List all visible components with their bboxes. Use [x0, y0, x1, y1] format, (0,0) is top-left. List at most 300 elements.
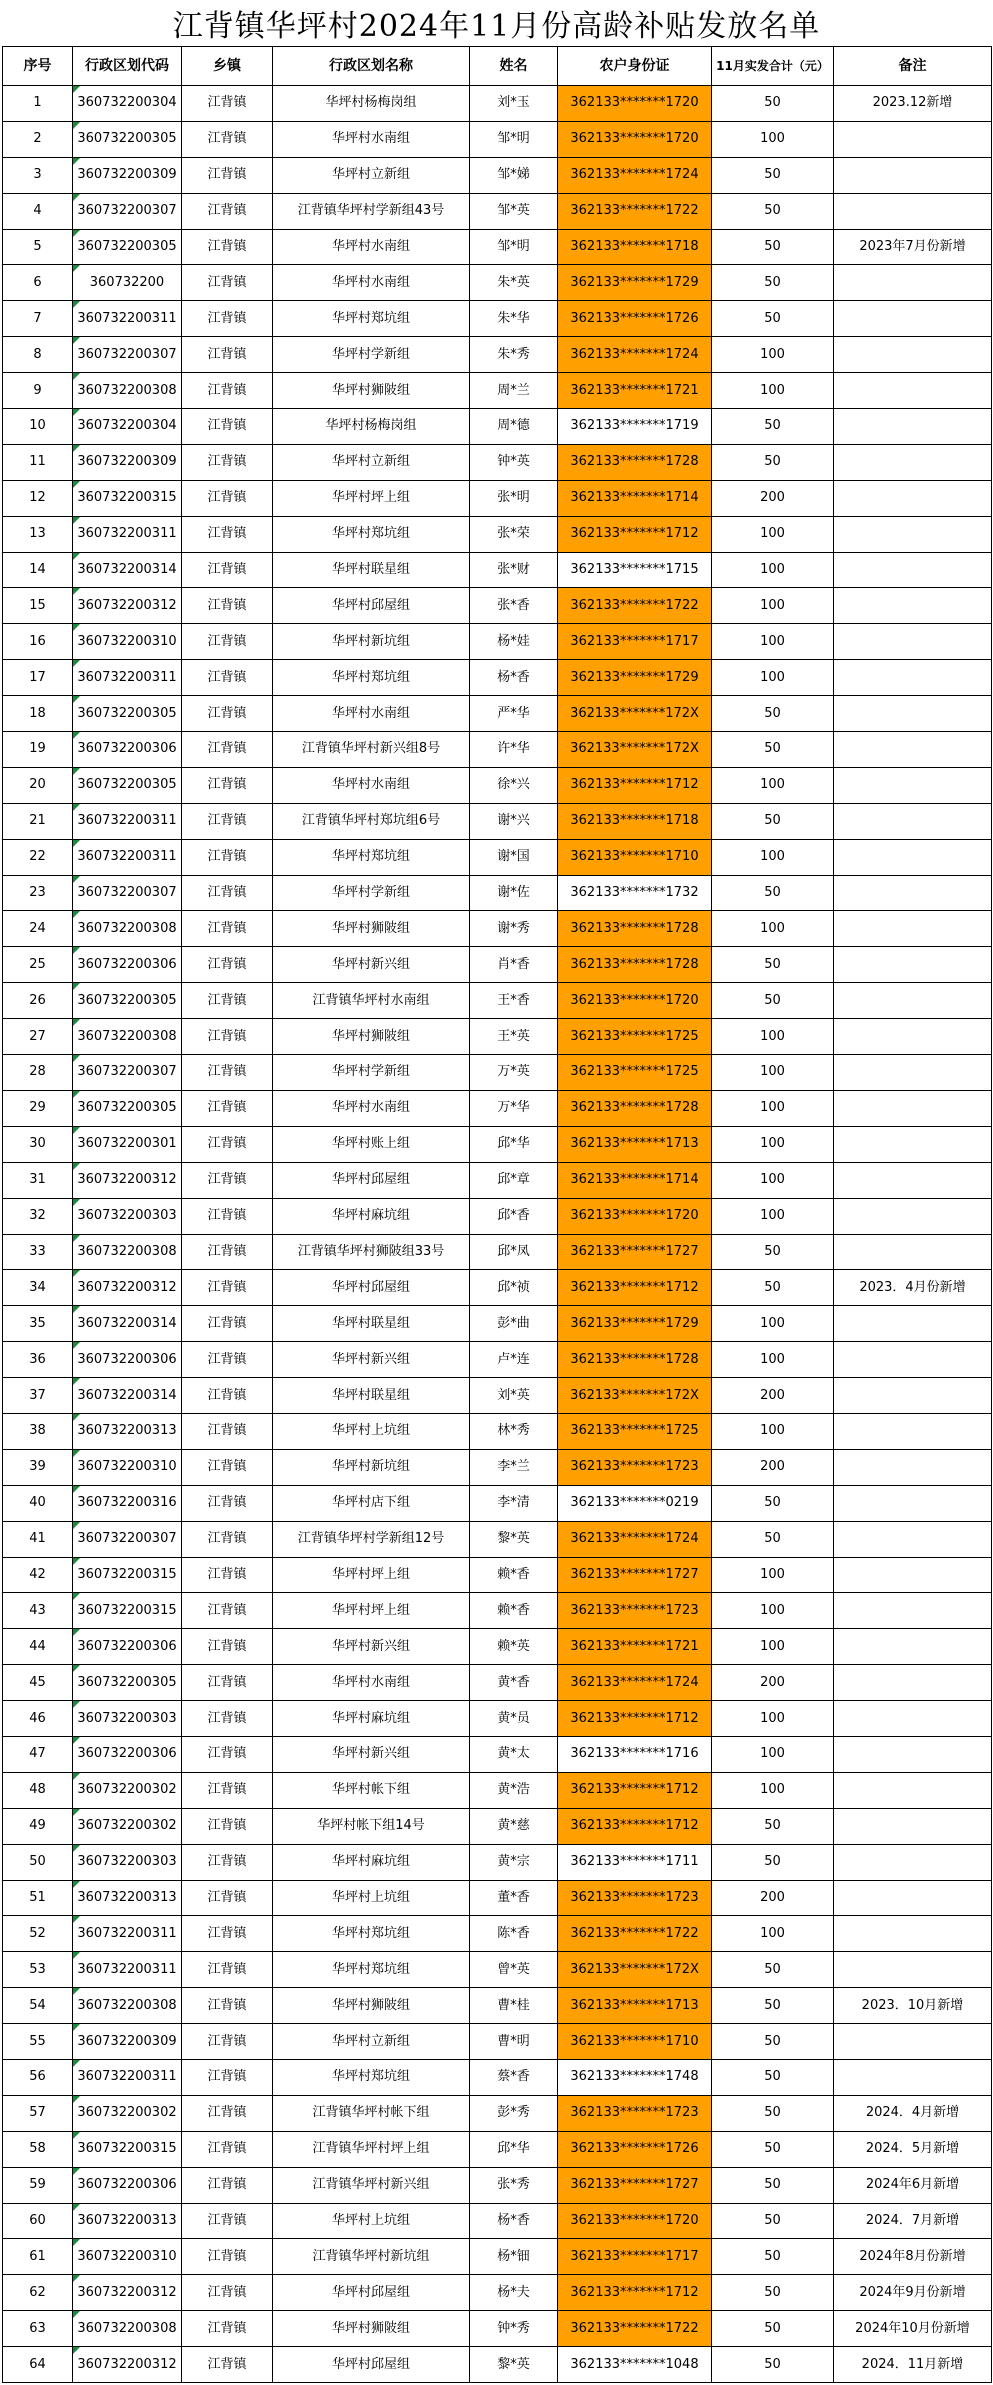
cell-town: 江背镇	[182, 1198, 273, 1234]
cell-region-code: 360732200304	[73, 409, 182, 445]
cell-id-card: 362133*******1719	[558, 409, 712, 445]
cell-note	[834, 1306, 992, 1342]
cell-amount: 100	[712, 1557, 834, 1593]
cell-region-name: 华坪村立新组	[273, 444, 470, 480]
cell-region-code: 360732200310	[73, 2239, 182, 2275]
table-row	[3, 337, 992, 373]
cell-amount: 100	[712, 660, 834, 696]
cell-id-card: 362133*******1720	[558, 2203, 712, 2239]
cell-name: 周*兰	[470, 373, 558, 409]
cell-region-code: 360732200	[73, 265, 182, 301]
cell-seq: 31	[3, 1162, 73, 1198]
cell-id-card: 362133*******1718	[558, 803, 712, 839]
table-row	[3, 516, 992, 552]
cell-region-code: 360732200312	[73, 2275, 182, 2311]
cell-name: 肖*香	[470, 947, 558, 983]
cell-seq: 62	[3, 2275, 73, 2311]
table-row	[3, 767, 992, 803]
cell-town: 江背镇	[182, 1701, 273, 1737]
cell-town: 江背镇	[182, 480, 273, 516]
cell-amount: 100	[712, 1701, 834, 1737]
cell-seq: 48	[3, 1772, 73, 1808]
cell-name: 蔡*香	[470, 2059, 558, 2095]
table-row	[3, 803, 992, 839]
cell-seq: 37	[3, 1378, 73, 1414]
cell-region-name: 华坪村水南组	[273, 1090, 470, 1126]
cell-id-card: 362133*******1712	[558, 1270, 712, 1306]
header-note: 备注	[834, 47, 992, 86]
cell-town: 江背镇	[182, 983, 273, 1019]
cell-region-code: 360732200312	[73, 1270, 182, 1306]
cell-seq: 60	[3, 2203, 73, 2239]
cell-region-name: 华坪村邱屋组	[273, 588, 470, 624]
cell-town: 江背镇	[182, 1126, 273, 1162]
table-row	[3, 1772, 992, 1808]
cell-town: 江背镇	[182, 516, 273, 552]
cell-note	[834, 516, 992, 552]
cell-amount: 100	[712, 1772, 834, 1808]
cell-amount: 50	[712, 2059, 834, 2095]
cell-town: 江背镇	[182, 2347, 273, 2383]
cell-id-card: 362133*******0219	[558, 1485, 712, 1521]
cell-seq: 2	[3, 121, 73, 157]
cell-name: 谢*兴	[470, 803, 558, 839]
cell-id-card: 362133*******1722	[558, 588, 712, 624]
page-title: 江背镇华坪村2024年11月份高龄补贴发放名单	[172, 9, 821, 44]
cell-seq: 55	[3, 2024, 73, 2060]
cell-town: 江背镇	[182, 337, 273, 373]
cell-note	[834, 480, 992, 516]
cell-name: 赖*香	[470, 1557, 558, 1593]
cell-town: 江背镇	[182, 1413, 273, 1449]
cell-amount: 100	[712, 373, 834, 409]
cell-town: 江背镇	[182, 1952, 273, 1988]
cell-seq: 42	[3, 1557, 73, 1593]
cell-region-name: 江背镇华坪村郑坑组6号	[273, 803, 470, 839]
table-row	[3, 1593, 992, 1629]
cell-seq: 44	[3, 1629, 73, 1665]
cell-name: 王*香	[470, 983, 558, 1019]
cell-town: 江背镇	[182, 1844, 273, 1880]
cell-town: 江背镇	[182, 1629, 273, 1665]
cell-name: 黎*英	[470, 1521, 558, 1557]
cell-id-card: 362133*******1729	[558, 1306, 712, 1342]
cell-id-card: 362133*******1725	[558, 1055, 712, 1091]
cell-region-name: 华坪村学新组	[273, 1055, 470, 1091]
cell-id-card: 362133*******1724	[558, 157, 712, 193]
cell-seq: 35	[3, 1306, 73, 1342]
cell-region-code: 360732200305	[73, 121, 182, 157]
cell-id-card: 362133*******172X	[558, 732, 712, 768]
cell-region-name: 华坪村联星组	[273, 1378, 470, 1414]
cell-name: 万*英	[470, 1055, 558, 1091]
cell-name: 邹*明	[470, 229, 558, 265]
cell-region-code: 360732200315	[73, 1593, 182, 1629]
cell-amount: 50	[712, 2095, 834, 2131]
cell-region-name: 华坪村邱屋组	[273, 2347, 470, 2383]
table-row	[3, 624, 992, 660]
cell-seq: 10	[3, 409, 73, 445]
cell-id-card: 362133*******1712	[558, 1772, 712, 1808]
cell-region-code: 360732200315	[73, 2131, 182, 2167]
cell-region-code: 360732200312	[73, 2347, 182, 2383]
cell-amount: 50	[712, 1485, 834, 1521]
cell-name: 万*华	[470, 1090, 558, 1126]
cell-region-code: 360732200306	[73, 2167, 182, 2203]
cell-id-card: 362133*******172X	[558, 696, 712, 732]
table-row	[3, 265, 992, 301]
cell-name: 黄*员	[470, 1701, 558, 1737]
cell-region-code: 360732200308	[73, 2311, 182, 2347]
table-row	[3, 301, 992, 337]
cell-region-code: 360732200305	[73, 1665, 182, 1701]
cell-seq: 28	[3, 1055, 73, 1091]
cell-amount: 50	[712, 2024, 834, 2060]
cell-name: 刘*英	[470, 1378, 558, 1414]
cell-id-card: 362133*******1725	[558, 1019, 712, 1055]
cell-name: 邱*华	[470, 2131, 558, 2167]
cell-amount: 100	[712, 1126, 834, 1162]
cell-region-name: 华坪村郑坑组	[273, 839, 470, 875]
cell-note: 2024年9月份新增	[834, 2275, 992, 2311]
cell-amount: 50	[712, 157, 834, 193]
cell-region-code: 360732200307	[73, 193, 182, 229]
cell-name: 李*清	[470, 1485, 558, 1521]
cell-note	[834, 373, 992, 409]
cell-note	[834, 121, 992, 157]
cell-region-name: 华坪村帐下组14号	[273, 1808, 470, 1844]
cell-amount: 200	[712, 1665, 834, 1701]
cell-note	[834, 624, 992, 660]
cell-town: 江背镇	[182, 767, 273, 803]
cell-town: 江背镇	[182, 624, 273, 660]
cell-seq: 57	[3, 2095, 73, 2131]
cell-id-card: 362133*******1720	[558, 1198, 712, 1234]
cell-note	[834, 1772, 992, 1808]
cell-id-card: 362133*******1720	[558, 121, 712, 157]
cell-region-name: 华坪村郑坑组	[273, 660, 470, 696]
cell-region-name: 江背镇华坪村学新组12号	[273, 1521, 470, 1557]
cell-region-name: 华坪村新兴组	[273, 1342, 470, 1378]
cell-seq: 29	[3, 1090, 73, 1126]
cell-region-name: 华坪村立新组	[273, 2024, 470, 2060]
cell-note	[834, 1413, 992, 1449]
table-row	[3, 732, 992, 768]
cell-town: 江背镇	[182, 1880, 273, 1916]
table-row	[3, 1270, 992, 1306]
table-row	[3, 1019, 992, 1055]
table-row	[3, 2203, 992, 2239]
cell-town: 江背镇	[182, 1521, 273, 1557]
cell-id-card: 362133*******1724	[558, 1665, 712, 1701]
table-row	[3, 2095, 992, 2131]
cell-town: 江背镇	[182, 2024, 273, 2060]
table-row	[3, 1234, 992, 1270]
table-row	[3, 1449, 992, 1485]
cell-amount: 100	[712, 911, 834, 947]
cell-id-card: 362133*******1714	[558, 1162, 712, 1198]
cell-name: 邹*娣	[470, 157, 558, 193]
table-row	[3, 1808, 992, 1844]
cell-name: 刘*玉	[470, 86, 558, 122]
cell-amount: 100	[712, 1413, 834, 1449]
cell-seq: 41	[3, 1521, 73, 1557]
table-row	[3, 1557, 992, 1593]
cell-id-card: 362133*******1710	[558, 839, 712, 875]
cell-town: 江背镇	[182, 732, 273, 768]
cell-region-code: 360732200316	[73, 1485, 182, 1521]
table-row	[3, 2131, 992, 2167]
cell-note	[834, 2059, 992, 2095]
table-row	[3, 1916, 992, 1952]
cell-note	[834, 1162, 992, 1198]
cell-note	[834, 660, 992, 696]
cell-amount: 100	[712, 588, 834, 624]
cell-amount: 50	[712, 1521, 834, 1557]
cell-region-name: 江背镇华坪村狮陂组33号	[273, 1234, 470, 1270]
cell-name: 周*德	[470, 409, 558, 445]
table-row	[3, 552, 992, 588]
cell-amount: 200	[712, 1449, 834, 1485]
table-row	[3, 157, 992, 193]
table-row	[3, 1880, 992, 1916]
cell-region-code: 360732200314	[73, 552, 182, 588]
table-row	[3, 1521, 992, 1557]
cell-region-name: 华坪村联星组	[273, 1306, 470, 1342]
cell-seq: 12	[3, 480, 73, 516]
cell-town: 江背镇	[182, 1162, 273, 1198]
cell-id-card: 362133*******1723	[558, 2095, 712, 2131]
cell-name: 邹*英	[470, 193, 558, 229]
cell-region-code: 360732200306	[73, 1736, 182, 1772]
cell-note	[834, 1952, 992, 1988]
cell-id-card: 362133*******1722	[558, 2311, 712, 2347]
cell-note	[834, 2024, 992, 2060]
cell-region-name: 华坪村狮陂组	[273, 2311, 470, 2347]
cell-region-code: 360732200310	[73, 1449, 182, 1485]
table-row	[3, 1413, 992, 1449]
cell-region-code: 360732200303	[73, 1844, 182, 1880]
cell-name: 杨*夫	[470, 2275, 558, 2311]
cell-town: 江背镇	[182, 2059, 273, 2095]
cell-region-code: 360732200314	[73, 1378, 182, 1414]
cell-amount: 100	[712, 1736, 834, 1772]
cell-town: 江背镇	[182, 2203, 273, 2239]
cell-town: 江背镇	[182, 875, 273, 911]
cell-region-name: 华坪村郑坑组	[273, 301, 470, 337]
cell-seq: 19	[3, 732, 73, 768]
cell-amount: 50	[712, 265, 834, 301]
cell-note	[834, 444, 992, 480]
cell-region-name: 江背镇华坪村学新组43号	[273, 193, 470, 229]
cell-note	[834, 1019, 992, 1055]
cell-town: 江背镇	[182, 1485, 273, 1521]
cell-name: 曹*明	[470, 2024, 558, 2060]
cell-region-code: 360732200311	[73, 660, 182, 696]
cell-note	[834, 1665, 992, 1701]
cell-region-name: 华坪村水南组	[273, 265, 470, 301]
table-row	[3, 480, 992, 516]
cell-name: 徐*兴	[470, 767, 558, 803]
table-row	[3, 2059, 992, 2095]
cell-id-card: 362133*******1710	[558, 2024, 712, 2060]
cell-note: 2024年6月新增	[834, 2167, 992, 2203]
cell-id-card: 362133*******1721	[558, 373, 712, 409]
cell-region-name: 华坪村杨梅岗组	[273, 409, 470, 445]
cell-name: 谢*佐	[470, 875, 558, 911]
cell-amount: 50	[712, 2311, 834, 2347]
cell-name: 张*香	[470, 588, 558, 624]
cell-region-name: 华坪村坪上组	[273, 1557, 470, 1593]
cell-id-card: 362133*******1728	[558, 1090, 712, 1126]
cell-seq: 46	[3, 1701, 73, 1737]
cell-note	[834, 839, 992, 875]
cell-amount: 100	[712, 552, 834, 588]
cell-region-code: 360732200307	[73, 875, 182, 911]
cell-note	[834, 875, 992, 911]
cell-seq: 20	[3, 767, 73, 803]
cell-region-code: 360732200302	[73, 1772, 182, 1808]
cell-seq: 1	[3, 86, 73, 122]
cell-seq: 61	[3, 2239, 73, 2275]
cell-name: 林*秀	[470, 1413, 558, 1449]
table-row	[3, 444, 992, 480]
cell-id-card: 362133*******1713	[558, 1988, 712, 2024]
cell-name: 赖*英	[470, 1629, 558, 1665]
table-row	[3, 1126, 992, 1162]
cell-note	[834, 265, 992, 301]
cell-region-name: 华坪村新坑组	[273, 624, 470, 660]
cell-name: 曹*桂	[470, 1988, 558, 2024]
table-row	[3, 1701, 992, 1737]
cell-note	[834, 1198, 992, 1234]
cell-note	[834, 1701, 992, 1737]
cell-region-code: 360732200311	[73, 839, 182, 875]
cell-region-name: 华坪村账上组	[273, 1126, 470, 1162]
cell-name: 邱*凤	[470, 1234, 558, 1270]
table-row	[3, 1629, 992, 1665]
cell-region-name: 华坪村上坑组	[273, 2203, 470, 2239]
table-row	[3, 2311, 992, 2347]
cell-region-name: 华坪村狮陂组	[273, 1988, 470, 2024]
cell-name: 杨*钿	[470, 2239, 558, 2275]
cell-town: 江背镇	[182, 1808, 273, 1844]
cell-region-name: 华坪村帐下组	[273, 1772, 470, 1808]
cell-region-code: 360732200312	[73, 588, 182, 624]
cell-region-code: 360732200306	[73, 947, 182, 983]
cell-amount: 50	[712, 409, 834, 445]
cell-region-name: 华坪村水南组	[273, 767, 470, 803]
cell-id-card: 362133*******1723	[558, 1449, 712, 1485]
cell-id-card: 362133*******1048	[558, 2347, 712, 2383]
cell-amount: 100	[712, 1342, 834, 1378]
cell-name: 王*英	[470, 1019, 558, 1055]
cell-seq: 40	[3, 1485, 73, 1521]
cell-note	[834, 157, 992, 193]
cell-id-card: 362133*******1729	[558, 265, 712, 301]
cell-note	[834, 1449, 992, 1485]
cell-id-card: 362133*******1722	[558, 193, 712, 229]
cell-region-code: 360732200305	[73, 229, 182, 265]
cell-id-card: 362133*******1724	[558, 1521, 712, 1557]
cell-town: 江背镇	[182, 839, 273, 875]
cell-name: 谢*秀	[470, 911, 558, 947]
cell-name: 许*华	[470, 732, 558, 768]
table-row	[3, 121, 992, 157]
cell-region-name: 华坪村水南组	[273, 229, 470, 265]
cell-note	[834, 588, 992, 624]
cell-town: 江背镇	[182, 1988, 273, 2024]
cell-seq: 36	[3, 1342, 73, 1378]
cell-id-card: 362133*******1728	[558, 444, 712, 480]
header-seq: 序号	[3, 47, 73, 86]
cell-amount: 50	[712, 193, 834, 229]
cell-name: 谢*国	[470, 839, 558, 875]
cell-town: 江背镇	[182, 1736, 273, 1772]
cell-amount: 50	[712, 2167, 834, 2203]
cell-seq: 11	[3, 444, 73, 480]
table-row	[3, 2239, 992, 2275]
table-row	[3, 1988, 992, 2024]
cell-region-name: 江背镇华坪村水南组	[273, 983, 470, 1019]
table-row	[3, 660, 992, 696]
cell-note	[834, 1880, 992, 1916]
table-row	[3, 409, 992, 445]
cell-region-name: 华坪村郑坑组	[273, 1952, 470, 1988]
table-row	[3, 839, 992, 875]
cell-note: 2024．5月新增	[834, 2131, 992, 2167]
table-row	[3, 2167, 992, 2203]
cell-seq: 24	[3, 911, 73, 947]
cell-region-code: 360732200306	[73, 1629, 182, 1665]
cell-note: 2024年10月份新增	[834, 2311, 992, 2347]
table-row	[3, 86, 992, 122]
cell-seq: 51	[3, 1880, 73, 1916]
header-id-card: 农户身份证	[558, 47, 712, 86]
cell-region-code: 360732200309	[73, 2024, 182, 2060]
cell-seq: 25	[3, 947, 73, 983]
cell-seq: 45	[3, 1665, 73, 1701]
table-row	[3, 1342, 992, 1378]
cell-note: 2023年7月份新增	[834, 229, 992, 265]
cell-id-card: 362133*******1717	[558, 2239, 712, 2275]
cell-town: 江背镇	[182, 409, 273, 445]
cell-amount: 100	[712, 1055, 834, 1091]
cell-town: 江背镇	[182, 1665, 273, 1701]
cell-amount: 200	[712, 1378, 834, 1414]
cell-note	[834, 1485, 992, 1521]
cell-seq: 49	[3, 1808, 73, 1844]
cell-town: 江背镇	[182, 1019, 273, 1055]
cell-town: 江背镇	[182, 911, 273, 947]
table-row	[3, 193, 992, 229]
cell-town: 江背镇	[182, 373, 273, 409]
table-row	[3, 2347, 992, 2383]
cell-region-code: 360732200303	[73, 1701, 182, 1737]
cell-amount: 50	[712, 86, 834, 122]
cell-amount: 50	[712, 947, 834, 983]
cell-amount: 50	[712, 732, 834, 768]
cell-amount: 100	[712, 839, 834, 875]
cell-name: 邹*明	[470, 121, 558, 157]
cell-region-code: 360732200306	[73, 732, 182, 768]
cell-name: 朱*秀	[470, 337, 558, 373]
cell-amount: 50	[712, 1988, 834, 2024]
cell-id-card: 362133*******1720	[558, 86, 712, 122]
cell-name: 张*荣	[470, 516, 558, 552]
cell-amount: 50	[712, 1952, 834, 1988]
table-row	[3, 947, 992, 983]
